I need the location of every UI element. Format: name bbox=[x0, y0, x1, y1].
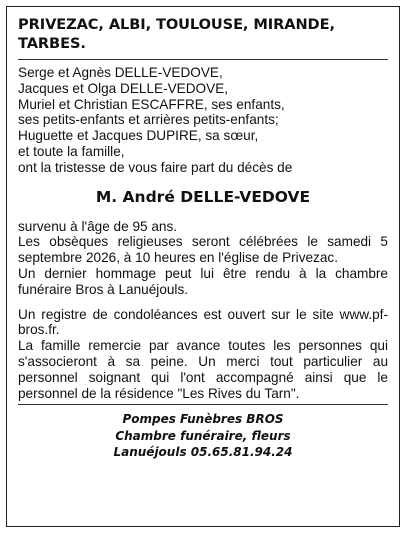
thanks-paragraph: La famille remercie par avance toutes les personnes qui s'associeront à sa peine. Un merci tout particulier au personnel soignant qui l'ont accompagné ainsi que le personnel de la résidence "Les Rives du Tarn". bbox=[18, 338, 388, 401]
heading-line-2: TARBES. bbox=[18, 35, 86, 52]
registry-paragraph: Un registre de condoléances est ouvert sur le site www.pf-bros.fr. bbox=[18, 306, 388, 338]
family-line: Serge et Agnès DELLE-VEDOVE, bbox=[18, 65, 223, 80]
family-line: ont la tristesse de vous faire part du décès de bbox=[18, 159, 293, 175]
funeral-paragraph: Les obsèques religieuses seront célébrées le samedi 5 septembre 2026, à 10 heures en l'église de Privezac. bbox=[18, 234, 388, 266]
family-line: Jacques et Olga DELLE-VEDOVE, bbox=[18, 80, 229, 96]
funeral-home-services: Chambre funéraire, fleurs bbox=[115, 428, 291, 443]
family-line: Muriel et Christian ESCAFFRE, ses enfants, bbox=[18, 96, 285, 112]
paragraph-gap bbox=[18, 298, 388, 307]
heading-line-1: PRIVEZAC, ALBI, TOULOUSE, MIRANDE, bbox=[18, 16, 335, 33]
family-list bbox=[18, 65, 388, 176]
notice-heading bbox=[18, 15, 388, 53]
age-paragraph: survenu à l'âge de 95 ans. bbox=[18, 218, 178, 234]
obituary-notice bbox=[6, 6, 400, 527]
funeral-home-name: Pompes Funèbres BROS bbox=[122, 412, 284, 427]
family-line: ses petits-enfants et arrières petits-enfants; bbox=[18, 112, 279, 128]
tribute-paragraph: Un dernier hommage peut lui être rendu à la chambre funéraire Bros à Lanuéjouls. bbox=[18, 265, 388, 297]
deceased-name: M. André DELLE-VEDOVE bbox=[95, 187, 311, 206]
funeral-home-footer bbox=[18, 411, 388, 461]
family-line: Huguette et Jacques DUPIRE, sa sœur, bbox=[18, 128, 259, 144]
top-divider bbox=[18, 59, 388, 60]
bottom-divider bbox=[18, 404, 388, 405]
family-line: et toute la famille, bbox=[18, 143, 125, 159]
funeral-home-contact: Lanuéjouls 05.65.81.94.24 bbox=[113, 445, 293, 460]
